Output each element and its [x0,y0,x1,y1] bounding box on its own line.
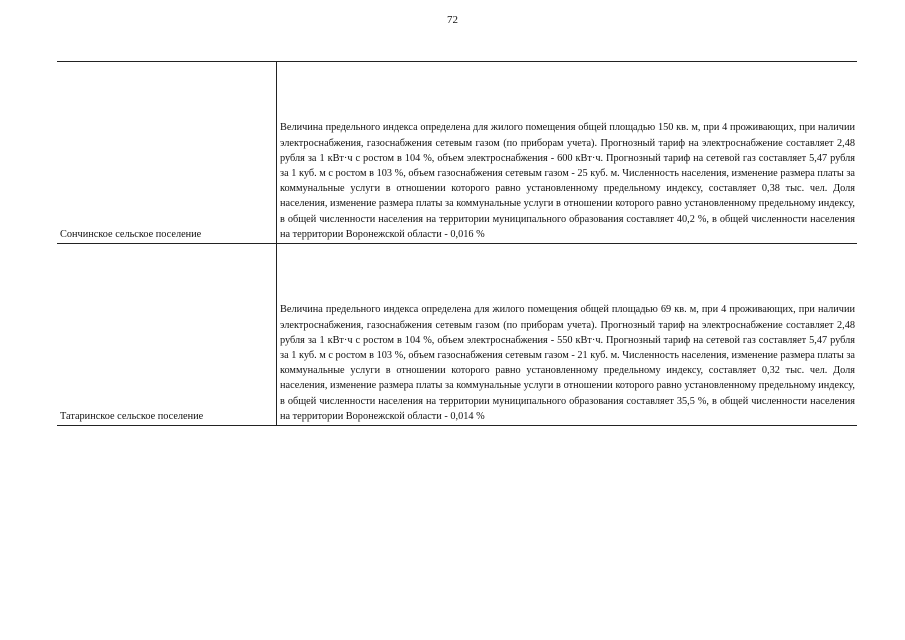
table-row [57,244,857,426]
settlement-name-cell: Татаринское сельское поселение [57,244,277,426]
settlement-name-cell: Сончинское сельское поселение [57,62,277,244]
table-row [57,62,857,244]
settlement-description-cell: Величина предельного индекса определена для жилого помещения общей площадью 150 кв. м, при 4 проживающих, при наличии электроснабжения, газоснабжения сетевым газом (по приборам учета). Прогнозный тариф на электроснабжение составляет 2,48 рубля за 1 кВт·ч с ростом в 104 %, объем электроснабжения - 600 кВт·ч. Прогнозный тариф на сетевой газ составляет 5,47 рубля за 1 куб. м с ростом в 103 %, объем газоснабжения сетевым газом - 25 куб. м. Численность населения, изменение размера платы за коммунальные услуги в отношении которого равно установленному предельному индексу, составляет 0,38 тыс. чел. Доля населения, изменение размера платы за коммунальные услуги в отношении которого равно установленному предельному индексу, в общей численности населения на территории муниципального образования составляет 40,2 %, в общей численности населения на территории Воронежской области - 0,016 % [277,62,858,244]
settlements-table [57,61,857,426]
settlement-description-cell: Величина предельного индекса определена для жилого помещения общей площадью 69 кв. м, при 4 проживающих, при наличии электроснабжения, газоснабжения сетевым газом (по приборам учета). Прогнозный тариф на электроснабжение составляет 2,48 рубля за 1 кВт·ч с ростом в 104 %, объем электроснабжения - 550 кВт·ч. Прогнозный тариф на сетевой газ составляет 5,47 рубля за 1 куб. м с ростом в 103 %, объем газоснабжения сетевым газом - 21 куб. м. Численность населения, изменение размера платы за коммунальные услуги в отношении которого равно установленному предельному индексу, составляет 0,32 тыс. чел. Доля населения, изменение размера платы за коммунальные услуги в отношении которого равно установленному предельному индексу, в общей численности населения на территории муниципального образования составляет 35,5 %, в общей численности населения на территории Воронежской области - 0,014 % [277,244,858,426]
page-number: 72 [447,14,458,26]
